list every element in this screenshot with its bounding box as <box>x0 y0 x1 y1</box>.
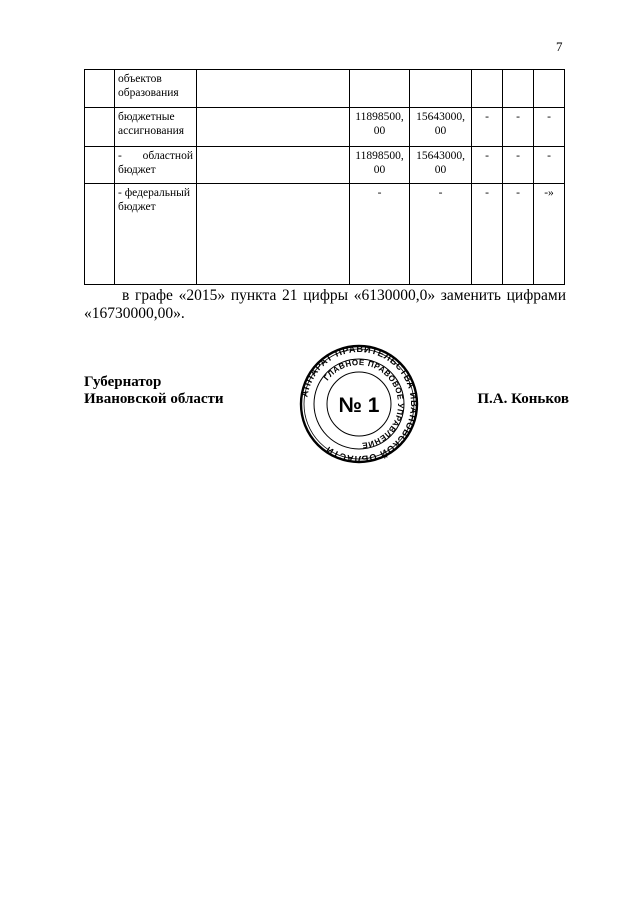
table-cell <box>410 70 472 108</box>
table-row <box>85 184 565 285</box>
value-cell-2018: - <box>503 184 534 285</box>
table-cell <box>85 70 115 108</box>
value-cell-2019: - <box>534 147 565 184</box>
budget-table <box>84 69 565 285</box>
table-cell <box>350 70 410 108</box>
value-cell-2017: - <box>472 184 503 285</box>
value-part: 00 <box>373 125 386 137</box>
table-row <box>85 108 565 147</box>
row-name: ассигнования <box>118 125 185 137</box>
value-cell-2018: - <box>503 108 534 147</box>
table-cell <box>115 108 197 147</box>
value-part: 15643000, <box>416 111 465 123</box>
row-name: бюджет <box>118 164 156 176</box>
value-cell-2016: - <box>410 184 472 285</box>
table-cell <box>85 184 115 285</box>
row-name: объектов <box>118 73 162 85</box>
value-cell-2015 <box>350 108 410 147</box>
value-cell-2019: - <box>534 108 565 147</box>
value-part: 15643000, <box>416 150 465 162</box>
position-line: Ивановской области <box>84 391 224 407</box>
table-cell <box>197 108 350 147</box>
table-cell <box>85 108 115 147</box>
value-cell-2015 <box>350 147 410 184</box>
value-cell-2019: -» <box>534 184 565 285</box>
row-name: образования <box>118 87 179 99</box>
table-cell <box>534 70 565 108</box>
table-cell <box>197 184 350 285</box>
official-seal <box>299 344 419 464</box>
value-cell-2018: - <box>503 147 534 184</box>
value-part: 11898500, <box>355 111 404 123</box>
row-name: - областной <box>118 150 193 162</box>
table-cell <box>85 147 115 184</box>
table-cell <box>472 70 503 108</box>
table-row <box>85 70 565 108</box>
position-line: Губернатор <box>84 374 162 390</box>
value-cell-2016 <box>410 108 472 147</box>
value-cell-2017: - <box>472 147 503 184</box>
value-part: 00 <box>434 164 447 176</box>
seal-outer-text: АППАРАТ ПРАВИТЕЛЬСТВА ИВАНОВСКОЙ ОБЛАСТИ <box>299 344 419 464</box>
value-cell-2016 <box>410 147 472 184</box>
page-number: 7 <box>556 39 563 54</box>
seal-number: № 1 <box>338 394 380 417</box>
table-cell <box>503 70 534 108</box>
row-name: - федеральный <box>118 187 191 199</box>
table-cell <box>197 147 350 184</box>
row-name: бюджетные <box>118 111 175 123</box>
row-name: бюджет <box>118 201 156 213</box>
amendment-paragraph: в графе «2015» пункта 21 цифры «6130000,0» заменить цифрами «16730000,00». <box>84 287 566 322</box>
value-cell-2015: - <box>350 184 410 285</box>
value-part: 11898500, <box>355 150 404 162</box>
table-cell <box>115 147 197 184</box>
table-row <box>85 147 565 184</box>
value-cell-2017: - <box>472 108 503 147</box>
table-cell <box>115 184 197 285</box>
signer-position <box>84 374 224 408</box>
table-cell <box>197 70 350 108</box>
seal-inner-text: ГЛАВНОЕ ПРАВОВОЕ УПРАВЛЕНИЕ <box>321 357 406 450</box>
signer-name: П.А. Коньков <box>477 391 569 407</box>
table-cell <box>115 70 197 108</box>
value-part: 00 <box>373 164 386 176</box>
value-part: 00 <box>434 125 447 137</box>
